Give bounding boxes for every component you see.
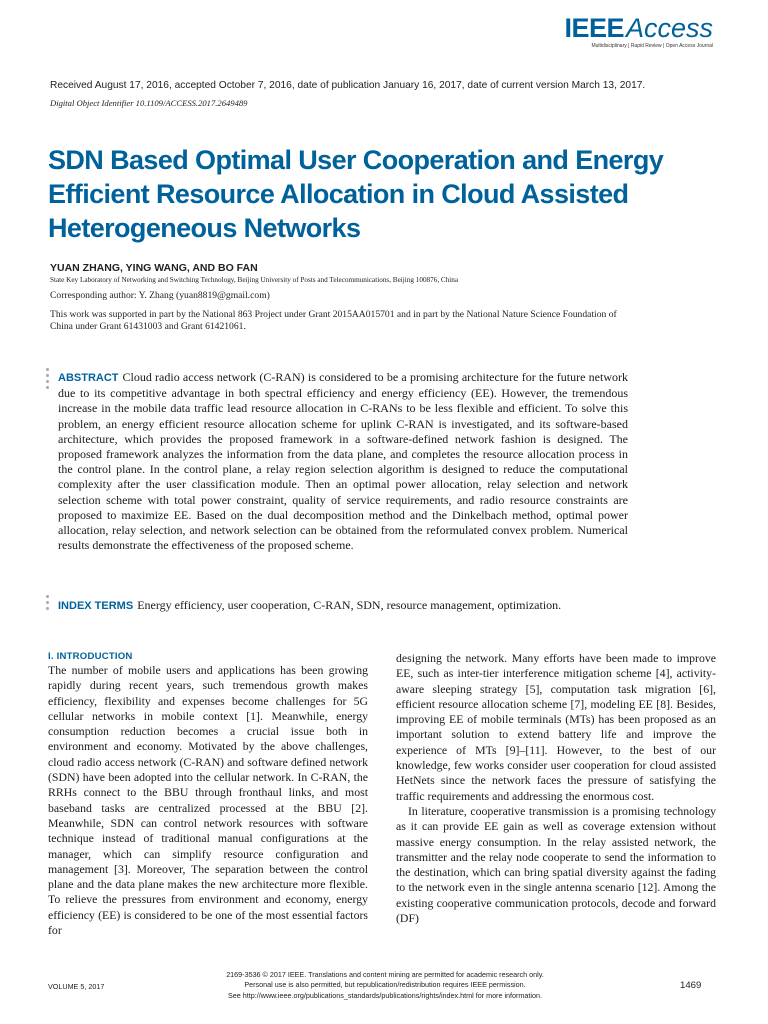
page-number: 1469 bbox=[680, 980, 702, 991]
doi-line: Digital Object Identifier 10.1109/ACCESS.2017.2649489 bbox=[50, 98, 248, 108]
right-column bbox=[396, 651, 716, 926]
journal-logo bbox=[564, 14, 713, 49]
license-line-2: Personal use is also permitted, but republication/redistribution requires IEEE permission. bbox=[244, 980, 526, 990]
footer-volume: VOLUME 5, 2017 bbox=[48, 982, 105, 991]
corresponding-author: Corresponding author: Y. Zhang (yuan8819@gmail.com) bbox=[50, 290, 270, 301]
left-column bbox=[48, 651, 368, 938]
index-terms-marker-icon bbox=[46, 595, 50, 613]
abstract-text: Cloud radio access network (C-RAN) is considered to be a promising architecture for the future network due to its competitive advantage in both spectral efficiency and energy efficiency (EE). However, the tremendous increase in the mobile data traffic lead resource allocation in C-RANs to be less flexible and efficient. To solve this problem, an energy efficient resource allocation scheme for uplink C-RAN is investigated, and its software-based architecture, which provides the proposed framework in a software-defined network fashion is designed. The proposed framework analyzes the information from the data plane, and completes the resource allocation process in the control plane. In the control plane, a relay region selection algorithm is designed to reduce the computational complexity after the user classification module. Then an optimal power allocation, relay selection and network selection scheme with total power constraint, quality of service requirements, and radio resource constraints are proposed to maximize EE. Based on the dual decomposition method and the Dinkelbach method, optimal power allocation, relay selection, and network selection can be obtained from the reformulated convex problem. Numerical results demonstrate the effectiveness of the proposed scheme. bbox=[58, 370, 628, 553]
received-dates: Received August 17, 2016, accepted October 7, 2016, date of publication January 16, 2017, date of current version March 13, 2017. bbox=[50, 80, 646, 91]
abstract-label: ABSTRACT bbox=[58, 372, 119, 384]
affiliation: State Key Laboratory of Networking and Switching Technology, Beijing University of Posts and Telecommunications, Beijing 100876, China bbox=[50, 276, 459, 284]
index-terms-text: Energy efficiency, user cooperation, C-RAN, SDN, resource management, optimization. bbox=[137, 598, 562, 612]
footer-license bbox=[180, 970, 590, 1001]
journal-tagline: Multidisciplinary | Rapid Review | Open Access Journal bbox=[591, 43, 713, 49]
author-list: YUAN ZHANG, YING WANG, AND BO FAN bbox=[50, 262, 258, 274]
abstract bbox=[58, 370, 628, 553]
funding-note: This work was supported in part by the National 863 Project under Grant 2015AA015701 and in part by the National Nature Science Foundation of China under Grant 61431003 and Grant 61421061. bbox=[50, 309, 617, 333]
paper-title: SDN Based Optimal User Cooperation and Energy Efficient Resource Allocation in Cloud Assisted Heterogeneous Networks bbox=[48, 145, 664, 243]
intro-paragraph-3: In literature, cooperative transmission is a promising technology as it can provide EE gain as well as coverage extension without massive energy consumption. In the relay assisted network, the transmitter and the relay node cooperate to send the information to the destination, which can bring spatial diversity against the fading to the network even in the single antenna scenario [12]. Among the existing cooperative communication protocols, decode and forward (DF) bbox=[396, 803, 716, 926]
intro-paragraph-2: designing the network. Many efforts have been made to improve EE, such as inter-tier interference mitigation scheme [4], activity-aware sleeping strategy [5], computation task migration [6], efficient resource allocation scheme [7], modeling EE [8]. Besides, improving EE of mobile terminals (MTs) has been proposed as an important solution to extend battery life and improve the experience of MTs [9]–[11]. However, to the best of our knowledge, few works consider user cooperation for cloud assisted HetNets since the network faces the pressure of satisfying the traffic requirements and addressing the enormous cost. bbox=[396, 651, 716, 803]
section-heading-introduction: I. INTRODUCTION bbox=[48, 651, 133, 662]
brand-ieee: IEEE bbox=[564, 13, 624, 43]
license-line-3: See http://www.ieee.org/publications_standards/publications/rights/index.html for more information. bbox=[227, 990, 543, 1000]
index-terms-label: INDEX TERMS bbox=[58, 600, 134, 612]
abstract-marker-icon bbox=[46, 368, 50, 392]
brand-access: Access bbox=[625, 13, 713, 43]
journal-name bbox=[564, 14, 713, 42]
intro-paragraph-1: The number of mobile users and applications has been growing rapidly during recent years, such tremendous growth makes efficiency, flexibility and expenses become challenges for 5G cellular networks in mobile context [1]. Meanwhile, energy consumption reduction becomes a crucial issue both in environment and economy. Motivated by the above challenges, cloud radio access network (C-RAN) and software defined network (SDN) have been adopted into the cellular network. In C-RAN, the RRHs connect to the BBU through fronthaul links, and most baseband tasks are centralized processed at the BBU [2]. Meanwhile, SDN can control network resources with software technique instead of traditional manual configurations at the manager, which can simplify resource configuration and management [3]. Moreover, The separation between the control plane and the data plane makes the new architecture more flexible. To relieve the pressures from environment and economy, energy efficiency (EE) is considered to be one of the most essential factors for bbox=[48, 663, 368, 938]
license-line-1: 2169-3536 © 2017 IEEE. Translations and content mining are permitted for academic research only. bbox=[226, 970, 544, 979]
index-terms bbox=[58, 598, 561, 613]
